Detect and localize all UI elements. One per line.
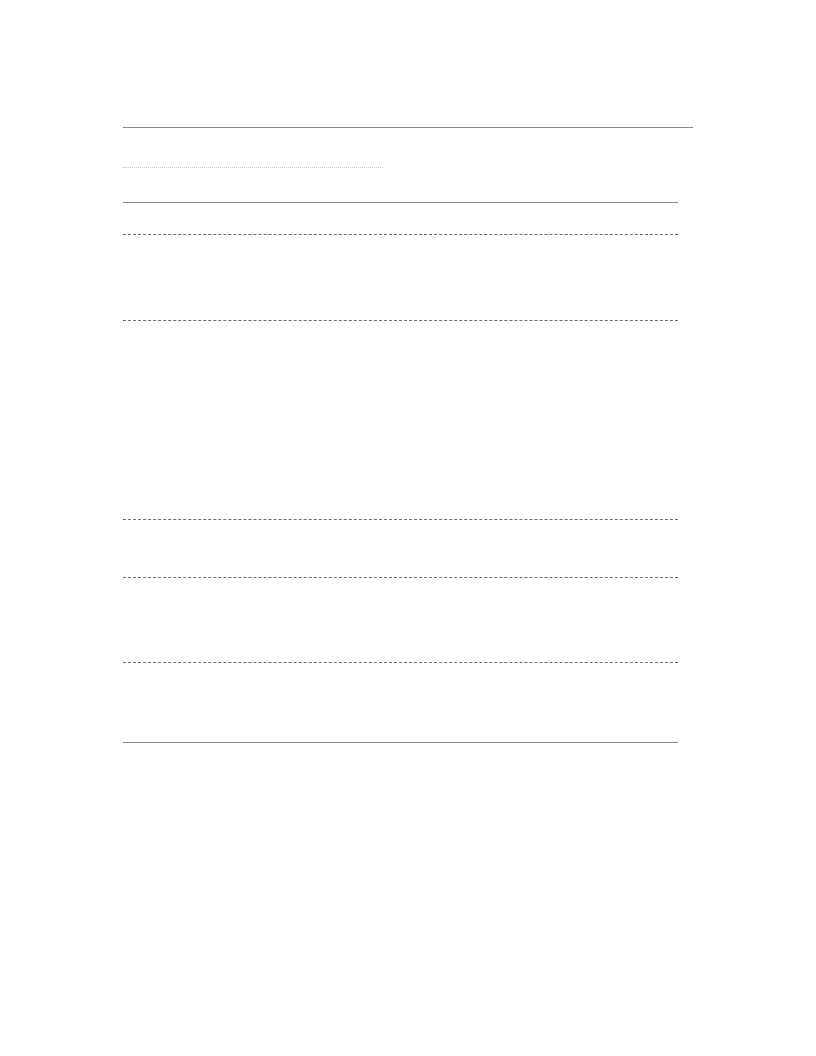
table-top-border — [123, 202, 678, 203]
header-rule — [123, 127, 693, 128]
row-separator — [123, 234, 678, 235]
table-bottom-border — [123, 742, 678, 743]
row-separator — [123, 519, 678, 520]
row-separator — [123, 320, 678, 321]
title-underline — [123, 167, 383, 168]
row-separator — [123, 577, 678, 578]
row-separator — [123, 662, 678, 663]
